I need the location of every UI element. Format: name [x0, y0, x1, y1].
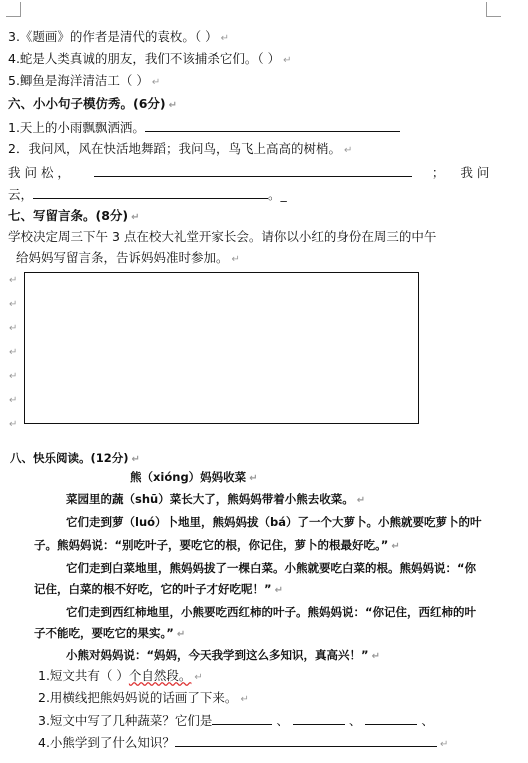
question-4: 4.蛇是人类真诚的朋友，我们不该捕杀它们。（ ） ↵ [8, 51, 292, 66]
return-mark-icon: ↵ [371, 651, 381, 662]
return-mark-icon: ↵ [9, 395, 18, 406]
reading-question-4: 4.小熊学到了什么知识？ ↵ [38, 735, 449, 750]
section-7-prompt-line-2: 给妈妈写留言条，告诉妈妈准时参加。 ↵ [16, 250, 240, 265]
story-paragraph-4-line-2: 子不能吃，要吃它的果实。” ↵ [34, 626, 186, 640]
return-mark-icon: ↵ [176, 629, 186, 640]
return-mark-icon: ↵ [9, 299, 18, 310]
return-mark-icon: ↵ [220, 33, 230, 44]
return-mark-icon: ↵ [249, 473, 258, 484]
return-mark-icon: ↵ [9, 419, 18, 430]
section-6-answer-line-2: 云， 。_ [8, 187, 287, 202]
question-5: 5.鲫鱼是海洋清洁工（ ） ↵ [8, 73, 161, 88]
section-6-question-1: 1.天上的小雨飘飘洒洒。 [8, 118, 400, 137]
section-6-title: 六、小小句子模仿秀。(6分) ↵ [8, 96, 178, 111]
section-7-title: 七、写留言条。(8分) ↵ [8, 208, 140, 223]
reading-question-2: 2.用横线把熊妈妈说的话画了下来。 ↵ [38, 690, 249, 705]
return-mark-icon: ↵ [240, 694, 249, 705]
return-mark-icon: ↵ [274, 585, 283, 596]
return-mark-icon: ↵ [231, 254, 240, 265]
page-corner-mark-right [486, 2, 501, 17]
return-mark-icon: ↵ [194, 672, 203, 683]
return-mark-icon: ↵ [391, 541, 400, 552]
return-mark-icon: ↵ [439, 739, 449, 750]
answer-blank[interactable] [145, 118, 400, 132]
question-3: 3.《题画》的作者是清代的袁枚。（ ） ↵ [8, 29, 230, 44]
return-mark-icon: ↵ [9, 323, 18, 334]
answer-blank[interactable] [365, 711, 417, 725]
return-mark-icon: ↵ [151, 77, 161, 88]
answer-blank[interactable] [33, 185, 268, 199]
answer-blank[interactable] [175, 733, 437, 747]
reading-question-3: 3.短文中写了几种蔬菜？它们是 、 、 、 [38, 713, 434, 728]
return-mark-icon: ↵ [168, 100, 178, 111]
story-paragraph-3-line-1: 它们走到白菜地里，熊妈妈拔了一棵白菜。小熊就要吃白菜的根。熊妈妈说：“你 [66, 561, 477, 575]
story-paragraph-2-line-2: 子。熊妈妈说：“别吃叶子，要吃它的根，你记住，萝卜的根最好吃。” ↵ [34, 538, 400, 552]
return-mark-icon: ↵ [9, 275, 18, 286]
return-mark-icon: ↵ [343, 145, 353, 156]
page-corner-mark-left [6, 2, 21, 17]
story-title: 熊（xióng）妈妈收菜 ↵ [130, 470, 258, 484]
return-mark-icon: ↵ [283, 55, 292, 66]
answer-blank[interactable] [212, 711, 272, 725]
return-mark-icon: ↵ [356, 495, 366, 506]
story-paragraph-4-line-1: 它们走到西红柿地里，小熊要吃西红柿的叶子。熊妈妈说：“你记住，西红柿的叶 [66, 605, 477, 619]
answer-blank[interactable] [94, 163, 412, 177]
return-mark-icon: ↵ [131, 212, 140, 223]
section-8-title: 八、快乐阅读。(12分) ↵ [10, 451, 140, 465]
return-mark-icon: ↵ [9, 371, 18, 382]
story-paragraph-3-line-2: 记住，白菜的根不好吃，它的叶子才好吃呢！” ↵ [34, 582, 283, 596]
section-6-answer-line-1: 我 问 松 ， ； 我 问 [8, 165, 490, 180]
story-paragraph-1: 菜园里的蔬（shū）菜长大了，熊妈妈带着小熊去收菜。 ↵ [66, 492, 366, 506]
return-mark-icon: ↵ [131, 454, 140, 465]
return-mark-icon: ↵ [9, 347, 18, 358]
story-paragraph-2-line-1: 它们走到萝（luó）卜地里，熊妈妈拔（bá）了一个大萝卜。小熊就要吃萝卜的叶 [66, 515, 482, 529]
reading-question-1: 1.短文共有（ ）个自然段。 ↵ [38, 668, 203, 683]
section-6-question-2: 2．我问风，风在快活地舞蹈；我问鸟，鸟飞上高高的树梢。 ↵ [8, 141, 353, 156]
answer-blank[interactable] [293, 711, 345, 725]
story-paragraph-5: 小熊对妈妈说：“妈妈，今天我学到这么多知识，真高兴！” ↵ [66, 648, 381, 662]
section-7-prompt-line-1: 学校决定周三下午 3 点在校大礼堂开家长会。请你以小红的身份在周三的中午 [8, 229, 437, 244]
message-writing-box[interactable] [24, 272, 419, 424]
